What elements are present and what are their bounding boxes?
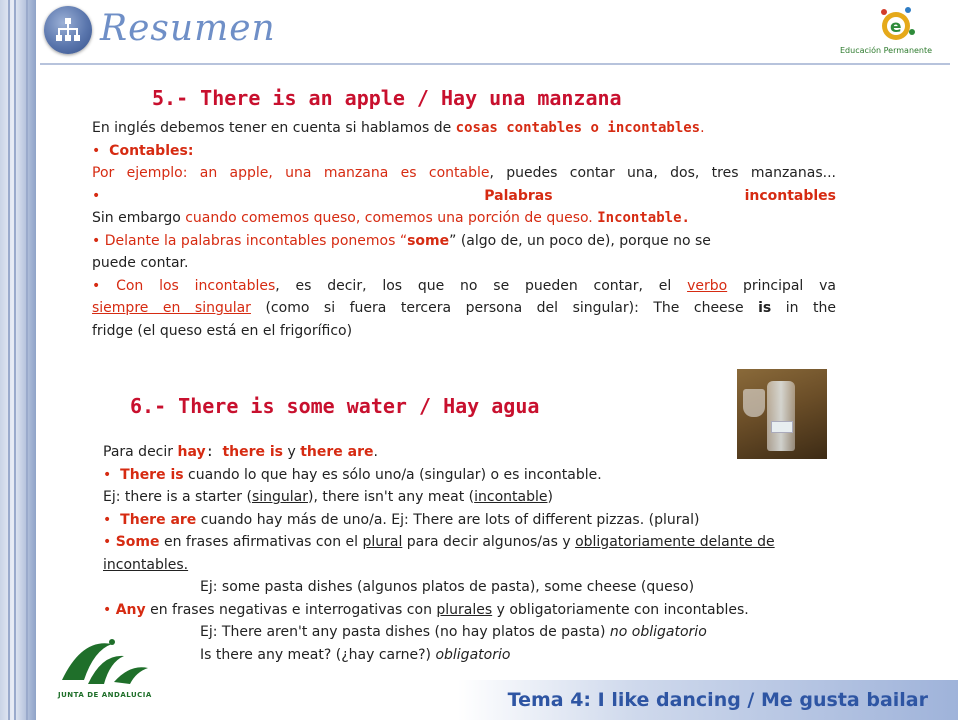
text: siempre en singular xyxy=(92,300,251,316)
text: cosas contables o incontables xyxy=(455,120,701,136)
section5-line-6 xyxy=(92,230,836,253)
text: There is xyxy=(120,466,184,483)
text: principal va xyxy=(727,277,836,294)
section6-line-1 xyxy=(103,441,933,464)
bullet-icon: • xyxy=(103,466,121,483)
text: singular xyxy=(251,489,308,505)
section6-body xyxy=(103,441,933,666)
text: y xyxy=(283,444,301,460)
section6-heading: 6.- There is some water / Hay agua xyxy=(130,394,540,418)
hierarchy-logo-icon xyxy=(44,6,92,54)
section5-line-9 xyxy=(92,297,836,320)
text: plural xyxy=(362,534,403,550)
text: verbo xyxy=(687,277,728,294)
bullet-icon: • xyxy=(103,511,121,528)
junta-andalucia-emblem-icon xyxy=(52,636,162,692)
edu-logo-text: Educación Permanente xyxy=(840,46,933,55)
bottle-label xyxy=(771,421,793,433)
text: is xyxy=(758,300,772,316)
sidebar-stripe xyxy=(14,0,16,720)
text: cuando lo que hay es sólo uno/a (singular) o es incontable. xyxy=(183,466,602,483)
section6-line-10 xyxy=(103,644,933,667)
text: some xyxy=(407,232,450,249)
section5-line-10: fridge (el queso está en el frigorífico) xyxy=(92,322,353,339)
text: obligatoriamente delante de xyxy=(575,534,775,550)
educacion-permanente-logo xyxy=(840,2,952,64)
section6-line-8 xyxy=(103,599,933,622)
section5-heading: 5.- There is an apple / Hay una manzana xyxy=(152,86,622,110)
text: , es decir, los que no se pueden contar, el xyxy=(275,277,688,294)
text: (como si fuera tercera persona del singular): The cheese xyxy=(250,300,759,316)
junta-andalucia-logo xyxy=(52,636,162,716)
left-sidebar-decoration xyxy=(0,0,36,720)
text: : xyxy=(205,444,223,460)
section5-body xyxy=(92,117,836,342)
section5-line-7: puede contar. xyxy=(92,255,189,271)
text: there are xyxy=(300,444,374,460)
text: En inglés debemos tener en cuenta si hablamos de xyxy=(92,120,456,136)
text: Ej: There aren't any pasta dishes (no hay platos de pasta) xyxy=(200,624,610,640)
section6-line-5 xyxy=(103,531,933,554)
text: en frases negativas e interrogativas con xyxy=(145,601,437,618)
text: , puedes contar una, dos, tres manzanas... xyxy=(489,165,836,181)
text: Ej: there is a starter ( xyxy=(103,489,252,505)
bullet-icon: • xyxy=(92,142,110,159)
section5-line-1 xyxy=(92,117,836,140)
section6-line-2 xyxy=(103,464,933,487)
section5-line-5 xyxy=(92,207,836,230)
text: y obligatoriamente con incontables. xyxy=(492,601,749,618)
text: . xyxy=(373,444,378,460)
svg-text:e: e xyxy=(890,17,902,37)
text: Por ejemplo: an apple, una manzana es contable xyxy=(92,165,490,181)
educacion-permanente-logo-icon xyxy=(840,2,952,46)
glass-shape xyxy=(743,389,765,417)
text: Is there any meat? (¿hay carne?) xyxy=(200,646,436,663)
section6-line-6 xyxy=(103,554,933,577)
text: Some xyxy=(115,534,160,550)
text: ) xyxy=(547,489,553,505)
text: There are xyxy=(120,511,197,528)
text: hay xyxy=(177,444,206,460)
text: in the xyxy=(771,300,837,316)
sidebar-stripe xyxy=(8,0,10,720)
text: Contables: xyxy=(109,142,194,159)
text: there is xyxy=(222,444,284,460)
text: no obligatorio xyxy=(609,624,707,640)
section5-example xyxy=(92,162,836,185)
bullet-icon: • xyxy=(103,601,116,618)
text: Para decir xyxy=(103,444,178,460)
text: Sin embargo xyxy=(92,210,186,226)
bullet-icon: • xyxy=(92,232,105,249)
section5-bullet-incontables xyxy=(92,185,836,208)
text: en frases afirmativas con el xyxy=(159,534,363,550)
section6-line-9 xyxy=(103,621,933,644)
text: ), there isn't any meat ( xyxy=(308,489,475,505)
text: plurales xyxy=(436,601,493,618)
text: ” (algo de, un poco de), porque no se xyxy=(449,232,711,249)
page-title: Resumen xyxy=(100,8,276,49)
text: incontable xyxy=(474,489,548,505)
sidebar-stripe xyxy=(26,0,28,720)
text: Palabras xyxy=(484,187,553,204)
section5-line-8 xyxy=(92,275,836,298)
section6-line-4 xyxy=(103,509,933,532)
text: Incontable. xyxy=(597,210,690,226)
text: Con los incontables xyxy=(116,277,276,294)
footer-topic-title: Tema 4: I like dancing / Me gusta bailar xyxy=(507,689,928,711)
bullet-icon: • xyxy=(92,187,485,204)
section6-line-3 xyxy=(103,486,933,509)
text: cuando hay más de uno/a. Ej: There are lots of different pizzas. (plural) xyxy=(196,511,700,528)
section6-line-7: Ej: some pasta dishes (algunos platos de pasta), some cheese (queso) xyxy=(200,579,695,595)
text: incontables. xyxy=(103,556,189,573)
text: Any xyxy=(115,601,146,618)
header-divider xyxy=(40,63,950,65)
text: para decir algunos/as y xyxy=(402,534,576,550)
text: cuando comemos queso, comemos una porción de queso. xyxy=(185,210,593,226)
text: Delante la palabras incontables ponemos “ xyxy=(104,232,408,249)
section5-bullet-contables xyxy=(92,140,836,163)
text: obligatorio xyxy=(435,646,511,663)
junta-andalucia-text: JUNTA DE ANDALUCIA xyxy=(58,691,152,699)
text: incontables xyxy=(744,187,836,204)
bullet-icon: • xyxy=(103,534,116,550)
text: . xyxy=(700,120,705,136)
bullet-icon: • xyxy=(92,277,117,294)
